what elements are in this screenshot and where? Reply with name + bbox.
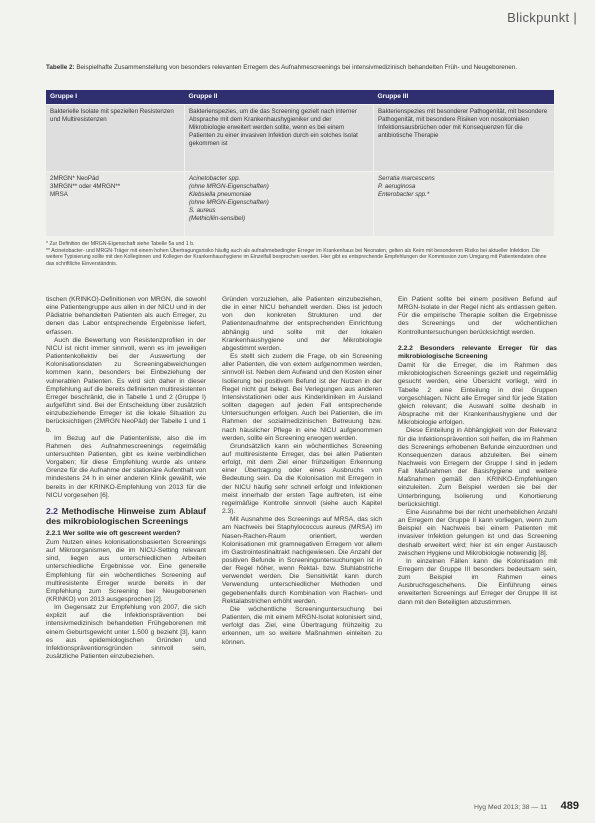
article-body	[46, 296, 557, 786]
header-group-2: Gruppe II	[185, 90, 374, 105]
header-group-1: Gruppe I	[46, 90, 185, 105]
table-cell: Bakterielle Isolate mit speziellen Resistenzen und Multiresistenzen	[46, 105, 185, 172]
paragraph: Grundsätzlich kann ein wöchentliches Screening auf multiresistente Erreger, das bei allen Patienten erfolgt, mit dem Ziel einer frühzeitigen Erkennung einer Übertragung oder eines Ausbruchs von Bedeutung sein. Da die Kolonisation mit Erregern in der NICU häufig sehr schnell erfolgt und Infektionen meist innerhalb der ersten Tage auftreten, ist eine regelmäßige Kontrolle sinnvoll (siehe auch Kapitel 2.3).	[222, 442, 382, 516]
section-heading	[46, 506, 206, 527]
table-cell: 2MRGN* NeoPäd 3MRGN** oder 4MRGN** MRSA	[46, 172, 185, 237]
paragraph: Gründen vorzuziehen, alle Patienten einzubeziehen, die in einer NICU behandelt werden. Dies ist jedoch von den konkreten Strukturen und der Patientenaufnahme der entsprechenden Einrichtung abhängig und sollte mit der lokalen Krankenhaushygiene und der Mikrobiologie abgestimmt werden.	[222, 296, 382, 352]
table-row	[46, 172, 554, 237]
table-cell: Bakterienspezies mit besonderer Pathogenität, mit besondere Pathogenität, mit besondere Risiken von nosokomialen Infektionsausbrüchen oder mit Konsequenzen für die antibiotische Therapie	[374, 105, 555, 172]
paragraph: Zum Nutzen eines kolonisationsbasierten Screenings auf Mikroorganismen, die im NICU-Setting relevant sind, liegen aus unterschiedlichen Arbeiten unterschiedliche Ergebnisse vor. Eine generelle Empfehlung für ein wöchentliches Screening auf multiresistente Erreger wurde bereits in der Empfehlung zum Screening bei Neugeborenen (KRINKO) von 2013 ausgesprochen [2].	[46, 538, 206, 603]
paragraph: Diese Einteilung in Abhängigkeit von der Relevanz für die Infektionsprävention soll helfen, die im Rahmen des Screenings erhobenen Befunde einzuordnen und Konsequenzen daraus abzuleiten. Bei einem Nachweis von Erregern der Gruppe I sind in jedem Fall Maßnahmen der Basishygiene und weitere Maßnahmen gemäß den KRINKO-Empfehlungen einzuleiten. Zum Beispiel werden sie bei der Unterbringung, Isolierung und Kohortierung berücksichtigt.	[398, 427, 557, 508]
table-caption-label: Tabelle 2:	[46, 64, 75, 71]
header-group-3: Gruppe III	[374, 90, 555, 105]
journal-citation: Hyg Med 2013; 38 — 11	[474, 804, 548, 811]
paragraph: Im Bezug auf die Patientenliste, also die im Rahmen des Aufnahmescreenings regelmäßig untersuchten Patienten, gibt es keine verbindlichen Vorgaben; für diese Empfehlung wurde als untere Grenze für die Aufnahme der stationäre Aufenthalt von mindestens 24 h in einer anderen Klinik gewählt, wie bereits in der KRINKO-Empfehlung von 2013 für die NICU vorgesehen [6].	[46, 434, 206, 499]
pathogen-groups-table	[46, 90, 554, 236]
column-2	[222, 296, 382, 786]
table-cell: Bakterienspezies, um die das Screening gezielt nach interner Absprache mit dem Krankenhaushygieniker und der Mikrobiologie erweitert werden sollte, wenn es bei einem Patienten zu einer invasiven Infektion durch ein solches Isolat gekommen ist	[185, 105, 374, 172]
subsection-heading: 2.2.1 Wer sollte wie oft gescreent werden?	[46, 529, 181, 537]
paragraph: Ein Patient sollte bei einem positiven Befund auf MRGN-Isolate in der Regel nicht als entlassen gelten. Für die empirische Therapie sollten die Ergebnisse des Screenings und der wöchentlichen Kontrolluntersuchungen berücksichtigt werden.	[398, 296, 557, 336]
table-cell: Acinetobacter spp. (ohne MRGN-Eigenschaften) Klebsiella pneumoniae (ohne MRGN-Eigenschaften) S. aureus (Methicillin-sensibel)	[185, 172, 374, 237]
paragraph: tischen (KRINKO)-Definitionen von MRGN, die sowohl eine Patientengruppe aus allen in der NICU und in der Pädiatrie behandelten Patienten als auch Erreger, zu denen das Labor entsprechende Ergebnisse liefert, erfassen.	[46, 296, 206, 336]
paragraph: Im Gegensatz zur Empfehlung von 2007, die sich explizit auf die Infektionsprävention bei intensivmedizinisch behandelten Frühgeborenen mit einem Geburtsgewicht unter 1.500 g bezieht [3], kann es aus epidemiologischen Gründen und Infektionspräventionsgründen sinnvoll sein, zusätzliche Patienten einzubeziehen.	[46, 604, 206, 661]
paragraph: Eine Ausnahme bei der nicht unerheblichen Anzahl an Erregern der Gruppe II kann vorliegen, wenn zum Beispiel ein Nachweis bei einem Patienten mit invasiver Infektion gelungen ist und das Screening deshalb erweitert wird; hier ist ein enger Austausch zwischen Hygiene und Mikrobiologie notwendig [8].	[398, 508, 557, 557]
footnote: * Zur Definition der MRGN-Eigenschaft siehe Tabelle 5a und 1 b.	[46, 241, 195, 247]
table-footnotes	[46, 241, 554, 267]
column-1	[46, 296, 206, 786]
table-row	[46, 105, 554, 172]
paragraph: Auch die Bewertung von Resistenzprofilen in der NICU ist nicht immer sinnvoll, wenn es im jeweiligen Patientenkollektiv bei der Auswertung der Kolonisationsdaten zu Screeningabweichungen kommen kann, besonders bei Einbeziehung der vulnerablen Patienten. Es wird sich daher in dieser Empfehlung auf die bereits definierten multiresistenten Erreger beschränkt, die in Tabelle 1 und 2 (Gruppe I) aufgeführt sind. Bei der Entscheidung über zusätzlich einzubeziehende Erreger ist die lokale Situation zu berücksichtigen (2MRGN NeoPäd) der Tabelle 1 und 1 b.	[46, 336, 206, 434]
paragraph: Damit für die Erreger, die im Rahmen des mikrobiologischen Screenings gezielt und regelmäßig gesucht werden, eine Übersicht vorliegt, wird in Tabelle 2 eine Einteilung in drei Gruppen vorgeschlagen. Nicht alle Erreger sind für jede Station gleich relevant; die Auswahl sollte deshalb in Absprache mit der Krankenhaushygiene und der Mikrobiologie erfolgen.	[398, 362, 557, 427]
page-number: 489	[560, 800, 579, 812]
footnote: ** Acinetobacter- und MRGN-Träger mit einem hohen Übertragungsrisiko häufig auch als aufnahmebedingter Erreger im Krankenhaus bei Neonaten, gelten als Keim mit besonderem Risiko bei aktueller Infektion. Die weitere Typisierung sollte mit den Kolleginnen und Kollegen der Krankenhaushygiene im Einzelfall besprochen werden. Hier gibt es entsprechende Empfehlungen der Kommission zum Umgang mit Patientendaten ohne das schriftliche Einverständnis.	[46, 247, 547, 267]
subsection-heading: 2.2.2 Besonders relevante Erreger für das mikrobiologische Screening	[398, 344, 557, 360]
table-caption	[46, 64, 551, 72]
section-number: 2.2	[46, 505, 58, 516]
table-cell: Serratia marcescens P. aeruginosa Enterobacter spp.*	[374, 172, 555, 237]
section-header: Blickpunkt |	[507, 10, 577, 25]
column-3	[398, 296, 557, 786]
paragraph: Mit Ausnahme des Screenings auf MRSA, das sich am Nachweis bei Staphylococcus aureus (MRSA) im Nasen-Rachen-Raum orientiert, werden Kolonisationen mit gramnegativen Erregern vor allem im Gastrointestinaltrakt nachgewiesen. Die Anzahl der positiven Befunde in Screeninguntersuchungen ist in der Regel höher, wenn Rektal- bzw. Stuhlabstriche verwendet werden. Die Sensitivität kann durch Verwendung unterschiedlicher Methoden und gegebenenfalls durch Kombination von Rachen- und Rektalabstrichen erhöht werden.	[222, 516, 382, 605]
table-header-row	[46, 90, 554, 105]
table-caption-text: Beispielhafte Zusammenstellung von besonders relevanten Erregern des Aufnahmescreenings bei intensivmedizinisch behandelten Früh- und Neugeborenen.	[76, 64, 518, 71]
paragraph: Die wöchentliche Screeninguntersuchung bei Patienten, die mit einem MRGN-Isolat kolonisiert sind, verfolgt das Ziel, eine Übertragung frühzeitig zu erkennen, um so weitere Maßnahmen einleiten zu können.	[222, 605, 382, 646]
section-title: Methodische Hinweise zum Ablauf des mikrobiologischen Screenings	[46, 505, 206, 527]
paragraph: In einzelnen Fällen kann die Kolonisation mit Erregern der Gruppe III besonders bedeutsam sein, zum Beispiel im Rahmen eines Ausbruchsgeschehens. Die Einführung eines erweiterten Screenings auf Erreger der Gruppe III ist dann mit den Beteiligten abzustimmen.	[398, 557, 557, 606]
paragraph: Es stellt sich zudem die Frage, ob ein Screening aller Patienten, die von extern aufgenommen werden, sinnvoll ist. Neben dem Aufwand und den Kosten einer Isolierung bei positivem Befund ist der Nutzen in der Regel nicht gut belegt. Bei Verlegungen aus anderen Intensivstationen oder aus Kinderkliniken im Ausland sollten dagegen auf jeden Fall entsprechende Untersuchungen erfolgen. Auch bei Patienten, die im Rahmen der sozialmedizinischen Betreuung bzw. nach häuslicher Pflege in eine NICU aufgenommen werden, sollte ein Screening erwogen werden.	[222, 353, 382, 442]
